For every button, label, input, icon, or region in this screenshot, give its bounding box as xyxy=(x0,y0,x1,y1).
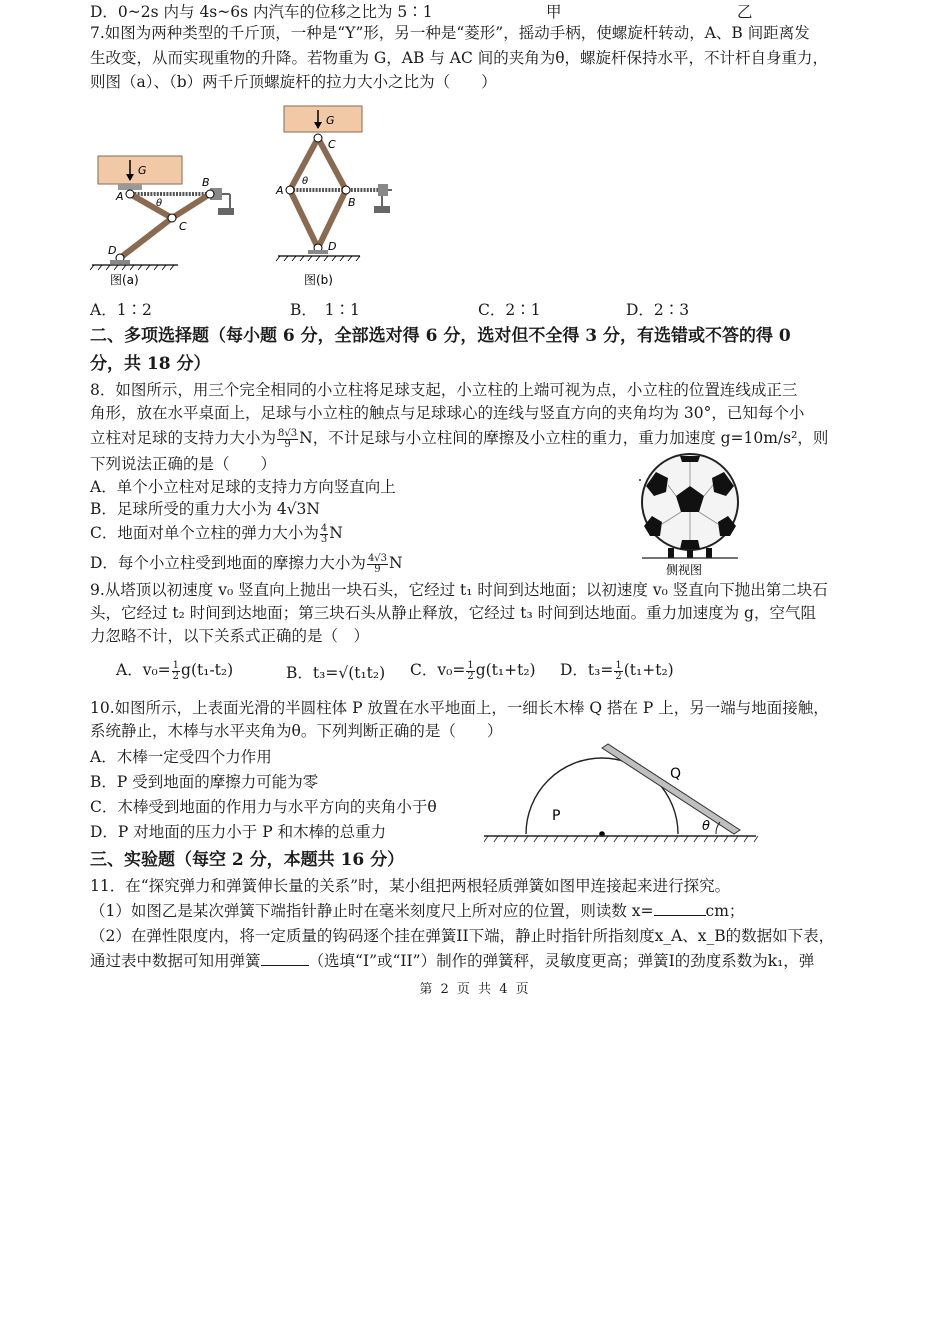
q7-option-d[interactable]: D．2∶3 xyxy=(626,301,690,319)
q7-option-a[interactable]: A．1∶2 xyxy=(90,301,152,319)
q10-option-a[interactable]: A．木棒一定受四个力作用 xyxy=(90,748,272,766)
q9-line1: 9.从塔顶以初速度 v₀ 竖直向上抛出一块石头，它经过 t₁ 时间到达地面；以初速度 v₀ 竖直向下抛出第二块石 xyxy=(90,581,828,599)
q7-line3: 则图（a）、（b）两千斤顶螺旋杆的拉力大小之比为（ ） xyxy=(90,73,497,91)
label-jia: 甲 xyxy=(546,3,562,21)
q8-line2: 角形，放在水平桌面上，足球与小立柱的触点与足球球心的连线与竖直方向的夹角均为 30°，已知每个小 xyxy=(90,404,805,422)
prev-option-d: D．0~2s 内与 4s~6s 内汽车的位移之比为 5∶1 xyxy=(90,3,433,21)
section-2-title-line2: 分，共 18 分） xyxy=(90,354,211,374)
q9-option-a[interactable]: A．v₀= $\frac{1}{2}$ g(t₁-t₂) xyxy=(116,659,234,682)
answer-blank-spring[interactable] xyxy=(261,951,309,966)
label-B: B xyxy=(348,196,356,209)
half-cylinder-figure xyxy=(484,740,760,844)
q10-line2: 系统静止，木棒与水平夹角为θ。下列判断正确的是（ ） xyxy=(90,722,503,740)
q11-line3: （2）在弹性限度内，将一定质量的钩码逐个挂在弹簧II下端，静止时指针所指刻度x_A、x_B的数据如下表， xyxy=(90,927,835,945)
answer-blank-x[interactable] xyxy=(654,901,706,916)
q8-line4: 下列说法正确的是（ ） xyxy=(90,455,277,473)
q11-line4: 通过表中数据可知用弹簧 （选填“I”或“II”）制作的弹簧秤，灵敏度更高；弹簧I的劲度系数为k₁，弹 xyxy=(90,952,815,970)
section-3-title: 三、实验题（每空 2 分，本题共 16 分） xyxy=(90,850,405,870)
label-D: D xyxy=(108,244,117,257)
label-theta: θ xyxy=(156,198,163,209)
q8-option-a[interactable]: A．单个小立柱对足球的支持力方向竖直向上 xyxy=(90,478,396,496)
q10-line1: 10.如图所示，上表面光滑的半圆柱体 P 放置在水平地面上，一细长木棒 Q 搭在 P 上，另一端与地面接触， xyxy=(90,699,829,717)
label-B: B xyxy=(202,176,210,189)
q8-line3: 立柱对足球的支持力大小为 $\frac{8√3}{9}$ N，不计足球与小立柱间的摩擦及小立柱的重力，重力加速度 g=10m/s²，则 xyxy=(90,427,829,450)
q8-option-d[interactable]: D．每个小立柱受到地面的摩擦力大小为 $\frac{4√3}{9}$ N xyxy=(90,552,403,575)
side-view-caption: 侧视图 xyxy=(666,563,703,577)
label-G: G xyxy=(138,164,147,177)
section-2-title-line1: 二、多项选择题（每小题 6 分，全部选对得 6 分，选对但不全得 3 分，有选错或不答的得 0 xyxy=(90,326,791,346)
soccer-ball-figure xyxy=(632,452,750,578)
q8-option-c[interactable]: C．地面对单个立柱的弹力大小为 $\frac{4}{3}$ N xyxy=(90,522,343,545)
label-Q: Q xyxy=(670,766,682,782)
q9-option-d[interactable]: D．t₃= $\frac{1}{2}$ (t₁+t₂) xyxy=(560,659,674,682)
jack-figure-b xyxy=(274,100,424,290)
q9-line2: 头，它经过 t₂ 时间到达地面；第三块石头从静止释放，它经过 t₃ 时间到达地面。重力加速度为 g，空气阻 xyxy=(90,604,816,622)
q10-option-d[interactable]: D．P 对地面的压力小于 P 和木棒的总重力 xyxy=(90,823,387,841)
label-A: A xyxy=(116,190,124,203)
q7-line2: 生改变，从而实现重物的升降。若物重为 G，AB 与 AC 间的夹角为θ，螺旋杆保持水平，不计杆自身重力， xyxy=(90,49,829,67)
page-number: 第 2 页 共 4 页 xyxy=(419,982,531,997)
q8-option-b[interactable]: B．足球所受的重力大小为 4√3N xyxy=(90,500,320,518)
label-D: D xyxy=(328,240,337,253)
label-A: A xyxy=(276,184,284,197)
half-cylinder-P xyxy=(526,758,678,834)
q7-option-b[interactable]: B． 1∶1 xyxy=(290,301,360,319)
label-C: C xyxy=(328,138,336,151)
label-yi: 乙 xyxy=(737,3,753,21)
label-P: P xyxy=(552,808,561,824)
q10-option-c[interactable]: C．木棒受到地面的作用力与水平方向的夹角小于θ xyxy=(90,798,437,816)
q9-line3: 力忽略不计，以下关系式正确的是（ ） xyxy=(90,627,370,645)
q10-option-b[interactable]: B．P 受到地面的摩擦力可能为零 xyxy=(90,773,319,791)
q8-line1: 8．如图所示，用三个完全相同的小立柱将足球支起，小立柱的上端可视为点，小立柱的位置连线成正三 xyxy=(90,381,798,399)
label-G: G xyxy=(326,114,335,127)
label-theta: θ xyxy=(302,176,309,187)
label-theta: θ xyxy=(702,819,710,834)
q9-option-c[interactable]: C．v₀= $\frac{1}{2}$ g(t₁+t₂) xyxy=(410,659,536,682)
rod-Q xyxy=(602,744,740,834)
q7-option-c[interactable]: C．2∶1 xyxy=(478,301,541,319)
load-block xyxy=(284,106,362,132)
caption-b: 图(b) xyxy=(304,273,333,287)
q9-option-b[interactable]: B．t₃=√(t₁t₂) xyxy=(286,664,386,682)
q11-line2: （1）如图乙是某次弹簧下端指针静止时在毫米刻度尺上所对应的位置，则读数 x= cm； xyxy=(90,902,745,920)
caption-a: 图(a) xyxy=(110,273,139,287)
jack-figure-a xyxy=(88,150,248,290)
label-C: C xyxy=(179,220,187,233)
q11-line1: 11．在“探究弹力和弹簧伸长量的关系”时，某小组把两根轻质弹簧如图甲连接起来进行探究。 xyxy=(90,877,731,895)
q7-line1: 7.如图为两种类型的千斤顶，一种是“Y”形，另一种是“菱形”，摇动手柄，使螺旋杆转动，A、B 间距离发 xyxy=(90,24,810,42)
